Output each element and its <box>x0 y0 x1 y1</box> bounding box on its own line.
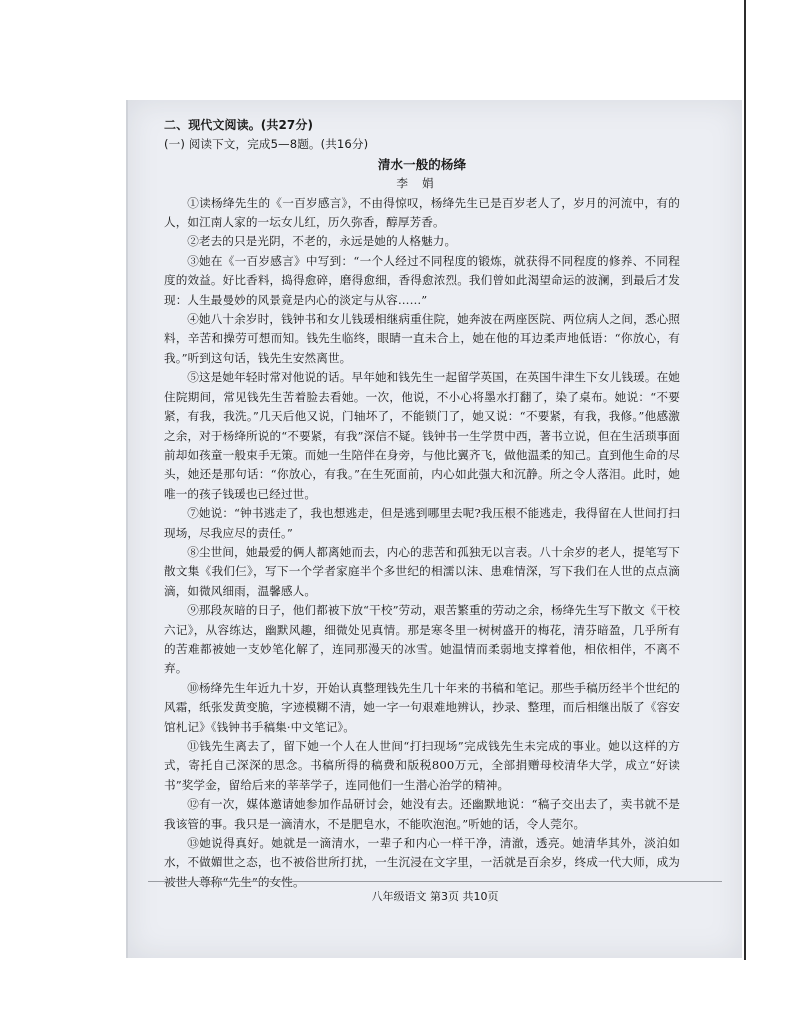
page-content <box>164 116 680 892</box>
paragraph-11: ⑪钱先生离去了，留下她一个人在人世间“打扫现场”完成钱先生未完成的事业。她以这样的方式，寄托自己深深的思念。书稿所得的稿费和版税800万元，全部捐赠母校清华大学，成立“好读书”奖学金，留给后来的莘莘学子，连同他们一生潜心治学的精神。 <box>164 739 680 792</box>
paragraph-8: ⑧尘世间，她最爱的俩人都离她而去，内心的悲苦和孤独无以言表。八十余岁的老人，提笔写下散文集《我们仨》，写下一个学者家庭半个多世纪的相濡以沫、患难情深，写下我们在人世的点点滴滴，如微风细雨，温馨感人。 <box>164 544 680 598</box>
section-heading: 二、现代文阅读。(共27分) <box>164 118 314 132</box>
paragraph-9: ⑨那段灰暗的日子，他们都被下放“干校”劳动，艰苦繁重的劳动之余，杨绛先生写下散文《干校六记》，从容练达，幽默风趣，细微处见真情。那是寒冬里一树树盛开的梅花，清芬暗盈，几乎所有的苦难都被她一支妙笔化解了，连同那漫天的冰雪。她温情而柔弱地支撑着他，相依相伴，不离不弃。 <box>164 603 680 676</box>
scan-edge-line <box>744 0 746 960</box>
paragraph-12: ⑫有一次，媒体邀请她参加作品研讨会，她没有去。还幽默地说：“稿子交出去了，卖书就不是我该管的事。我只是一滴清水，不是肥皂水，不能吹泡泡。”听她的话，令人莞尔。 <box>164 797 680 831</box>
paragraph-4: ④她八十余岁时，钱钟书和女儿钱瑗相继病重住院，她奔波在两座医院、两位病人之间，悉心照料，辛苦和操劳可想而知。钱先生临终，眼睛一直未合上，她在他的耳边柔声地低语：“你放心，有我。”听到这句话，钱先生安然离世。 <box>164 312 680 365</box>
paragraph-7: ⑦她说：“钟书逃走了，我也想逃走，但是逃到哪里去呢?我压根不能逃走，我得留在人世间打扫现场，尽我应尽的责任。” <box>164 506 680 540</box>
paragraph-2: ②老去的只是光阴，不老的，永远是她的人格魅力。 <box>187 234 457 249</box>
article-author: 李娟 <box>396 176 448 191</box>
section-subheading: (一) 阅读下文，完成5—8题。(共16分) <box>164 137 369 152</box>
paragraph-1: ①读杨绛先生的《一百岁感言》，不由得惊叹，杨绛先生已是百岁老人了，岁月的河流中，有的人，如江南人家的一坛女儿红，历久弥香，醇厚芳香。 <box>164 195 680 230</box>
footer-rule <box>148 881 722 882</box>
page-footer: 八年级语文 第3页 共10页 <box>371 890 499 903</box>
article-title: 清水一般的杨绛 <box>377 156 467 172</box>
paragraph-13: ⑬她说得真好。她就是一滴清水，一辈子和内心一样干净，清澈，透亮。她清华其外，淡泊如水，不做媚世之态，也不被俗世所打扰，一生沉浸在文字里，一活就是百余岁，终成一代大师，成为 <box>164 836 680 870</box>
paragraph-10: ⑩杨绛先生年近九十岁，开始认真整理钱先生几十年来的书稿和笔记。那些手稿历经半个世纪的风霜，纸张发黄变脆，字迹模糊不清，她一字一句艰难地辨认，抄录、整理，而后相继出版了《容安馆札记》《钱钟书手稿集·中文笔记》。 <box>164 680 680 734</box>
paragraph-5: ⑤这是她年轻时常对他说的话。早年她和钱先生一起留学英国，在英国牛津生下女儿钱瑗。在她住院期间，常见钱先生苦着脸去看她。一次，他说，不小心将墨水打翻了，染了桌布。她说：“不要紧，有我，我洗。”几天后他又说，门轴坏了，不能锁门了，她又说：“不要紧，有我，我修。”他感激之余，对于杨绛所说的“不要紧，有我”深信不疑。钱钟书一生学贯中西，著书立说，但在生活琐事面前却如孩童一般束手无策。而她一生陪伴在身旁，与他比翼齐飞，做他温柔的知己。直到他生命的尽头，她还是那句话：“你放心，有我。”在生死面前，内心如此强大和沉静。所之令人落泪。此时，她唯一的孩子钱瑗也已经过世。 <box>164 370 680 501</box>
paragraph-3: ③她在《一百岁感言》中写到：“一个人经过不同程度的锻炼，就获得不同程度的修养、不同程度的效益。好比香料，捣得愈碎，磨得愈细，香得愈浓烈。我们曾如此渴望命运的波澜，到最后才发现：人生最曼妙的风景竟是内心的淡定与从容……” <box>164 253 680 307</box>
exam-page <box>128 100 742 958</box>
